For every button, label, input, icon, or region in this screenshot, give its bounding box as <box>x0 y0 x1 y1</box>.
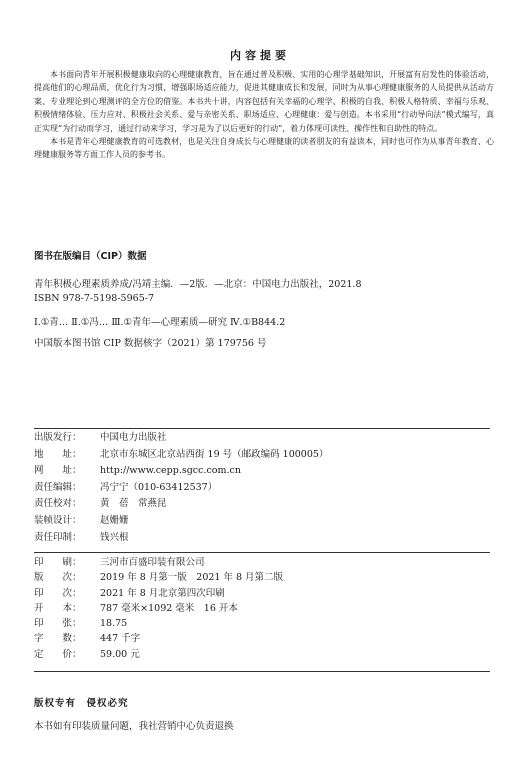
impression-row <box>34 586 283 601</box>
cip-classification: Ⅰ.①青… Ⅱ.①冯… Ⅲ.①青年—心理素质—研究 Ⅳ.①B844.2 <box>34 317 286 328</box>
print-supervisor-label: 责任印制： <box>34 531 82 543</box>
publisher-info <box>34 430 328 546</box>
cip-isbn: ISBN 978-7-5198-5965-7 <box>34 293 154 304</box>
summary-paragraph: 本书是青年心理健康教育的可选教材，也是关注自身成长与心理健康的读者朋友的有益读本，同时也可作为从事青年教育、心理健康服务等方面工作人员的参考书。 <box>34 137 494 160</box>
address-row <box>34 447 328 464</box>
printing-info <box>34 555 283 662</box>
address-value: 北京市东城区北京站西街 19 号（邮政编码 100005） <box>100 448 329 460</box>
website-label: 网 址： <box>34 465 82 477</box>
summary-paragraph: 本书面向青年开展积极健康取向的心理健康教育，旨在通过普及积极、实用的心理学基础知识，开展富有启发性的体验活动，提高他们的心理品质，优化行为习惯，增强职场适应能力，促进其健康成长和发展，同时为从事心理健康服务的人员提供从活动方案、专业理论到心理测评的全方位的借鉴。本书共十讲，内容包括有关幸福的心理学、积极的自我、积极人格特质、幸福与乐观、积极情绪体验、压力应对、积极社会关系、爱与亲密关系、职场适应、心理健康：爱与创造。本书采用“行动导向法”模式编写，真正实现“为行动而学习，通过行动来学习，学习是为了以后更好的行动”，着力体现可读性、操作性和自助性的特点。 <box>34 70 494 133</box>
printer-row <box>34 555 283 570</box>
word-count-label: 字 数： <box>34 633 82 645</box>
rights-heading: 版权专有 侵权必究 <box>34 698 129 709</box>
proofreader-label: 责任校对： <box>34 498 82 510</box>
format-row <box>34 601 283 616</box>
proofreader-value: 黄 蓓 常燕昆 <box>100 498 167 510</box>
summary-title: 内容提要 <box>230 49 290 62</box>
sheets-label: 印 张： <box>34 618 82 630</box>
print-supervisor-value: 钱兴根 <box>100 531 129 543</box>
designer-label: 装帧设计： <box>34 514 82 526</box>
format-label: 开 本： <box>34 602 82 614</box>
word-count-value: 447 千字 <box>100 633 141 645</box>
price-value: 59.00 元 <box>100 648 140 660</box>
edition-label: 版 次： <box>34 572 82 584</box>
printer-value: 三河市百盛印装有限公司 <box>100 557 205 568</box>
summary-body <box>34 68 494 162</box>
website-row <box>34 463 328 480</box>
format-value: 787 毫米×1092 毫米 16 开本 <box>100 602 238 614</box>
cip-title-line: 青年积极心理素质养成/冯靖主编．—2版．—北京：中国电力出版社，2021.8 <box>34 279 362 290</box>
editor-row <box>34 480 328 497</box>
edition-row <box>34 570 283 585</box>
publisher-value: 中国电力出版社 <box>100 432 167 443</box>
proofreader-row <box>34 496 328 513</box>
divider-middle <box>34 552 490 553</box>
address-label: 地 址： <box>34 448 82 460</box>
print-supervisor-row <box>34 530 328 547</box>
divider-bottom <box>34 671 490 672</box>
editor-value: 冯宁宁（010-63412537） <box>100 481 218 493</box>
cip-heading: 图书在版编目（CIP）数据 <box>34 251 147 262</box>
designer-value: 赵姗姗 <box>100 514 129 526</box>
sheets-value: 18.75 <box>100 618 128 630</box>
quality-notice: 本书如有印装质量问题，我社营销中心负责退换 <box>34 721 234 732</box>
impression-label: 印 次： <box>34 587 82 599</box>
divider-top <box>34 428 490 429</box>
sheets-row <box>34 616 283 631</box>
impression-value: 2021 年 8 月北京第四次印刷 <box>100 587 225 599</box>
printer-label: 印 刷： <box>34 557 82 568</box>
price-label: 定 价： <box>34 648 82 660</box>
publisher-row <box>34 430 328 447</box>
price-row <box>34 647 283 662</box>
editor-label: 责任编辑： <box>34 481 82 493</box>
edition-value: 2019 年 8 月第一版 2021 年 8 月第二版 <box>100 572 284 584</box>
website-value: http://www.cepp.sgcc.com.cn <box>100 465 241 477</box>
designer-row <box>34 513 328 530</box>
publisher-label: 出版发行： <box>34 432 82 443</box>
word-count-row <box>34 631 283 646</box>
cip-library-record: 中国版本图书馆 CIP 数据核字（2021）第 179756 号 <box>34 338 267 349</box>
